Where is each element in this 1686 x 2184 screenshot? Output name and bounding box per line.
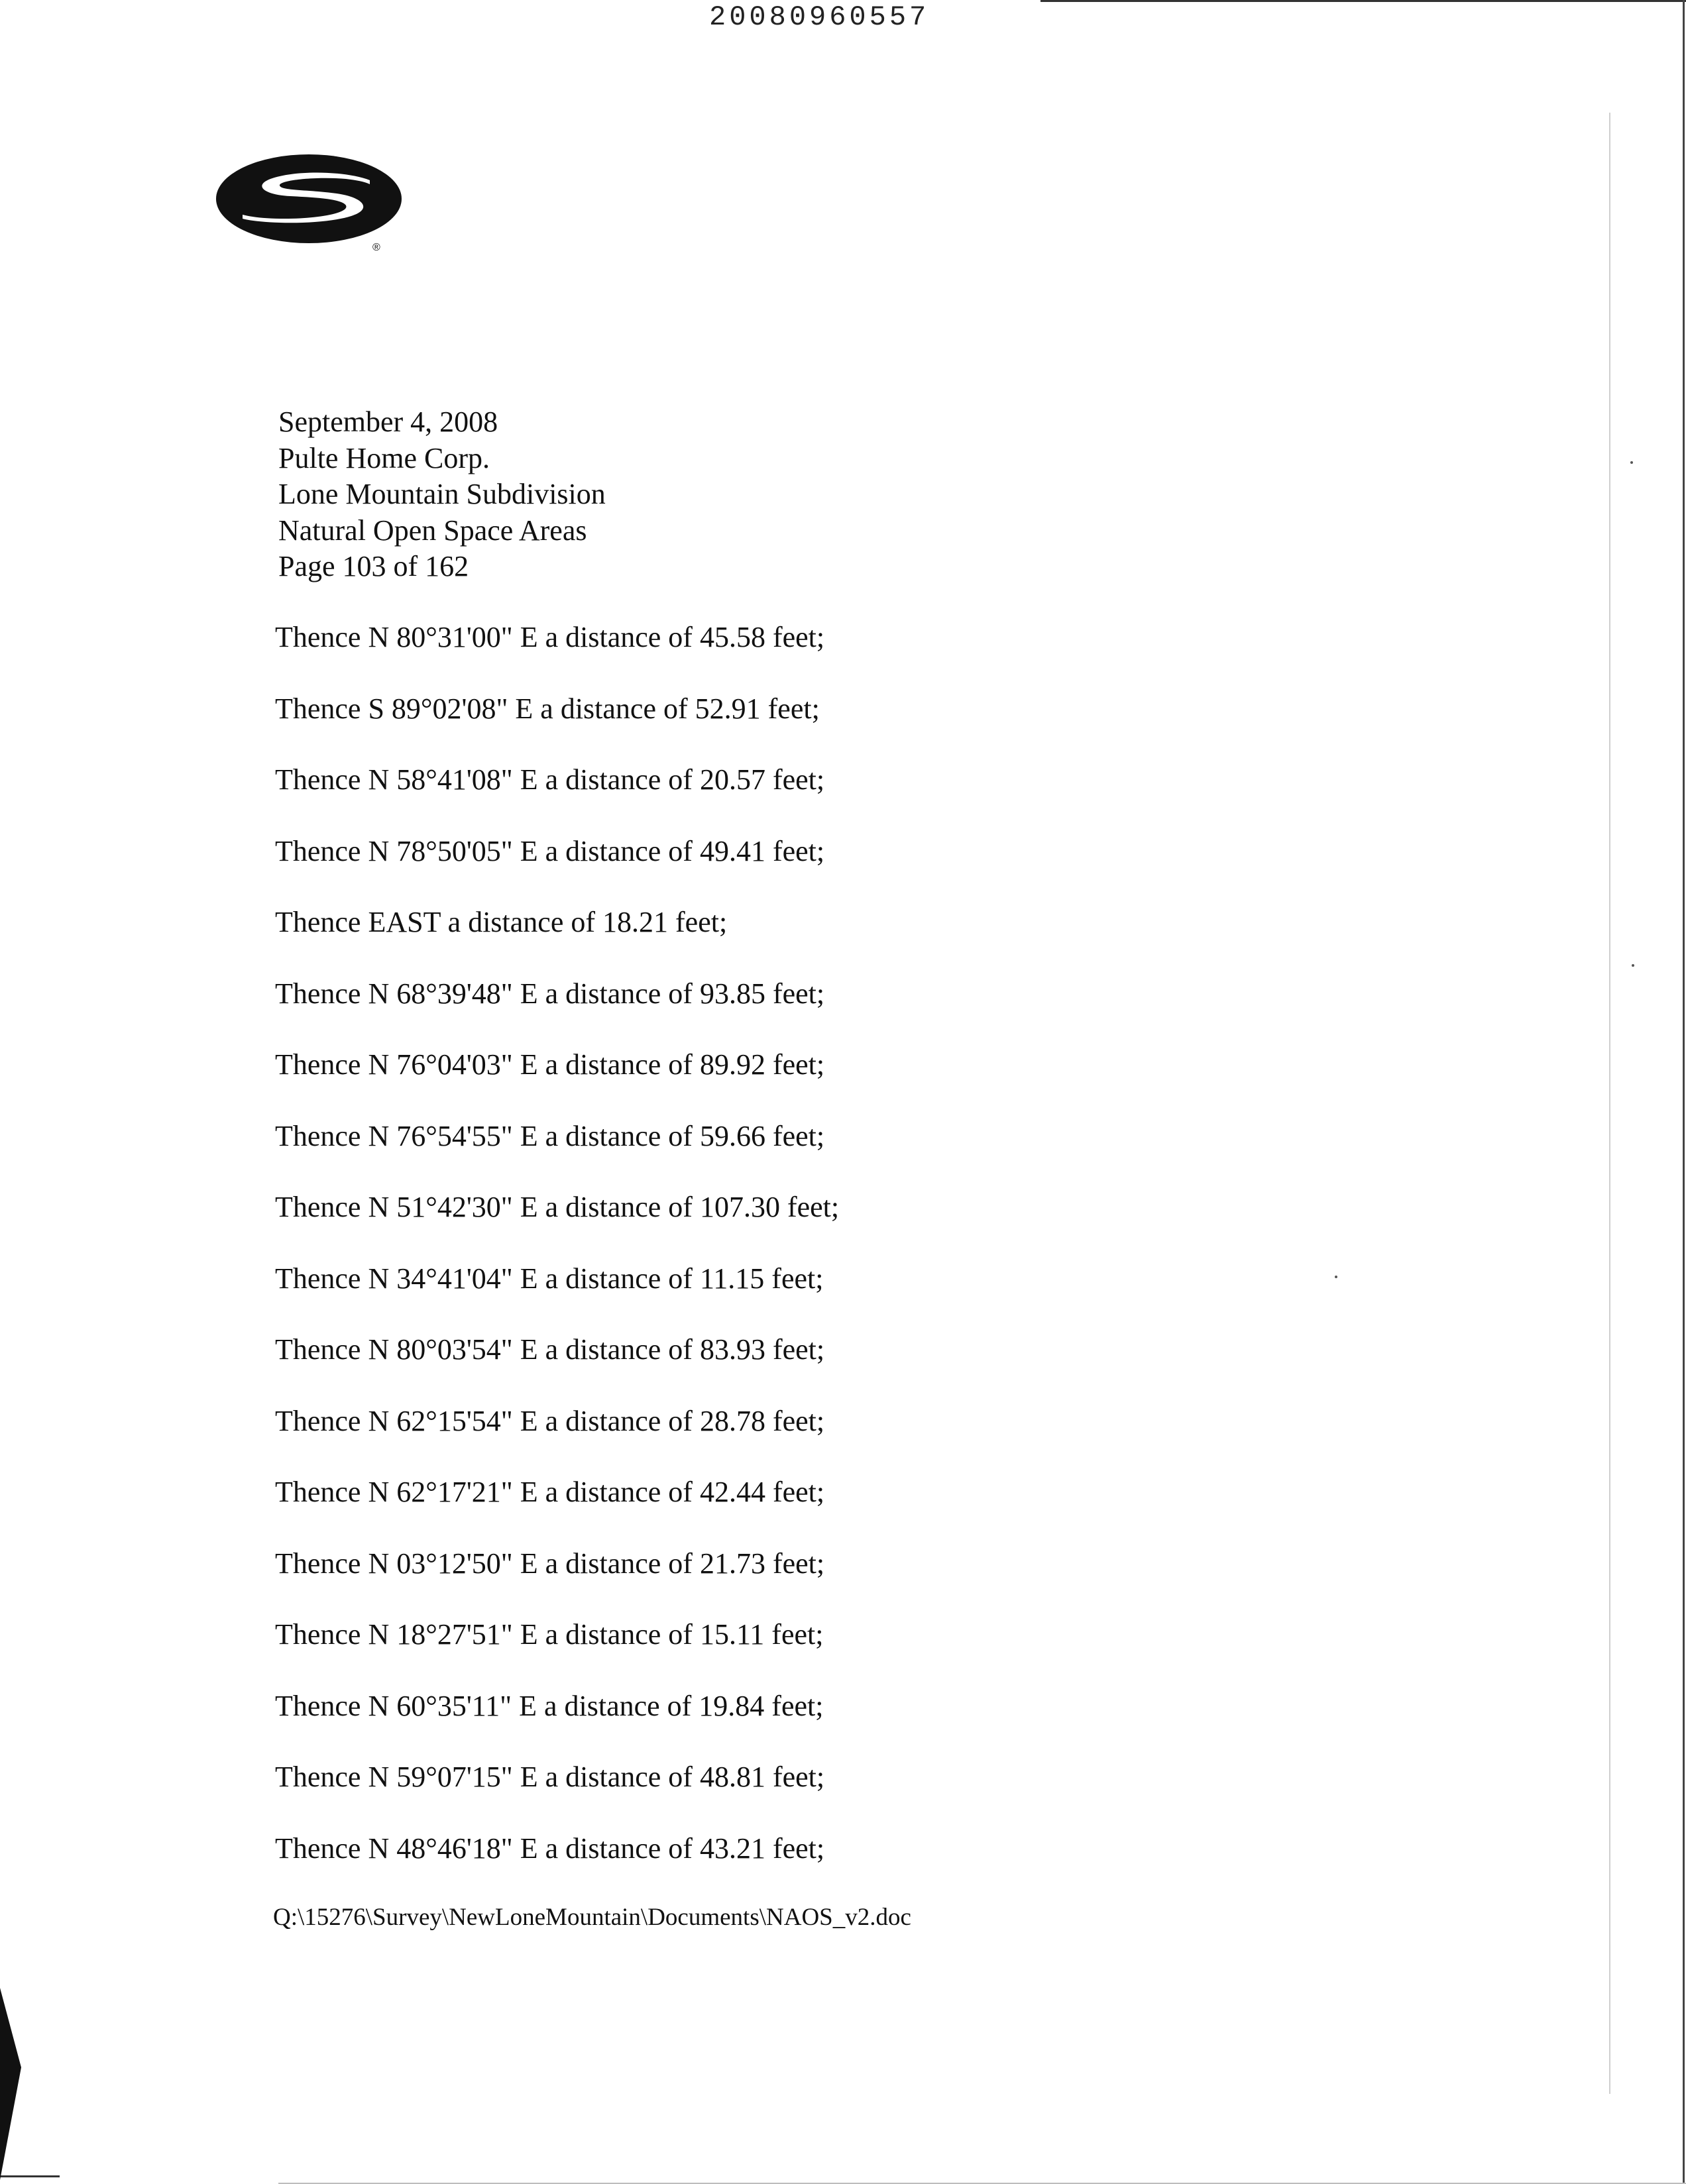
- course-line: Thence N 78°50'05" E a distance of 49.41 feet;: [275, 834, 825, 867]
- header-page: Page 103 of 162: [278, 550, 469, 582]
- scan-speck: [1632, 964, 1634, 967]
- course-line: Thence N 03°12'50" E a distance of 21.73 feet;: [275, 1547, 825, 1580]
- header-date: September 4, 2008: [278, 406, 498, 438]
- footer-file-path: Q:\15276\Survey\NewLoneMountain\Documents\NAOS_v2.doc: [273, 1904, 911, 1931]
- course-line: Thence N 62°15'54" E a distance of 28.78 feet;: [275, 1404, 825, 1437]
- scan-speck: [1630, 461, 1633, 464]
- header-area: Natural Open Space Areas: [278, 514, 587, 547]
- header-subdivision: Lone Mountain Subdivision: [278, 478, 606, 510]
- course-line: Thence S 89°02'08" E a distance of 52.91 feet;: [275, 692, 820, 725]
- company-logo: [216, 152, 402, 252]
- course-line: Thence N 62°17'21" E a distance of 42.44 feet;: [275, 1476, 825, 1508]
- letter-header: [278, 404, 606, 585]
- course-line: Thence N 80°31'00" E a distance of 45.58 feet;: [275, 621, 825, 653]
- registered-mark: ®: [372, 242, 380, 252]
- course-line: Thence N 48°46'18" E a distance of 43.21 feet;: [275, 1831, 825, 1865]
- course-line: Thence N 18°27'51" E a distance of 15.11 feet;: [275, 1618, 824, 1651]
- course-line: Thence N 58°41'08" E a distance of 20.57 feet;: [275, 763, 825, 796]
- course-line: Thence N 76°54'55" E a distance of 59.66 feet;: [275, 1119, 825, 1152]
- course-line: Thence N 80°03'54" E a distance of 83.93 feet;: [275, 1333, 825, 1366]
- course-line: Thence N 76°04'03" E a distance of 89.92 feet;: [275, 1048, 825, 1081]
- scan-guide-line: [1609, 113, 1610, 2094]
- header-company: Pulte Home Corp.: [278, 441, 490, 474]
- course-line: Thence N 59°07'15" E a distance of 48.81 feet;: [275, 1761, 825, 1793]
- recording-number: 20080960557: [709, 1, 930, 33]
- legal-description-courses: [275, 620, 839, 1902]
- right-border-rule: [1683, 0, 1685, 2184]
- scan-edge-mark: [0, 1988, 21, 2180]
- stantec-s-logo-icon: [216, 152, 402, 252]
- course-line: Thence N 68°39'48" E a distance of 93.85 feet;: [275, 977, 825, 1010]
- course-line: Thence N 60°35'11" E a distance of 19.84 feet;: [275, 1689, 824, 1722]
- top-border-rule: [1040, 0, 1686, 2]
- course-line: Thence N 51°42'30" E a distance of 107.30 feet;: [275, 1191, 840, 1223]
- scan-speck: [1335, 1276, 1337, 1278]
- course-line: Thence N 34°41'04" E a distance of 11.15 feet;: [275, 1262, 824, 1295]
- course-line: Thence EAST a distance of 18.21 feet;: [275, 906, 728, 938]
